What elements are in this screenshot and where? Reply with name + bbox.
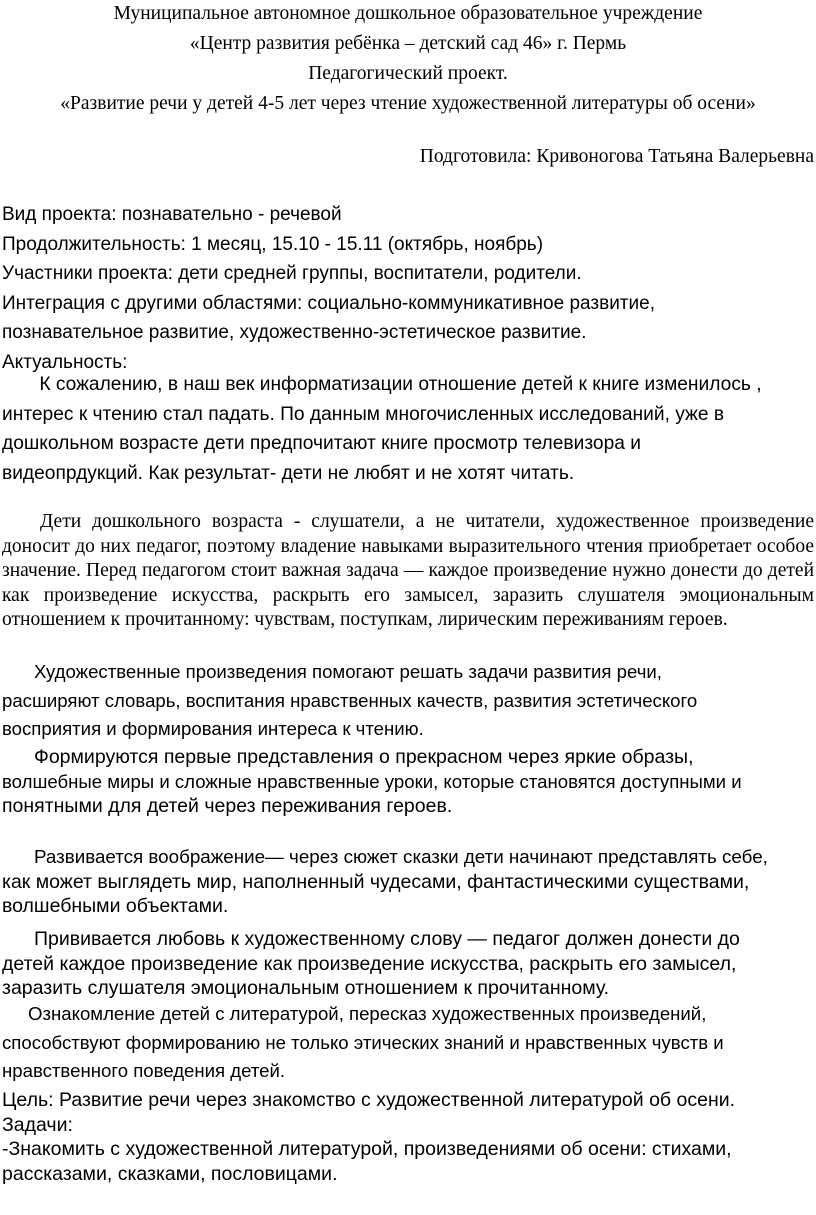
relevance-label: Актуальность: xyxy=(2,351,128,373)
ideas-line1: Формируются первые представления о прекрасном через яркие образы, xyxy=(34,746,694,768)
project-integration-line1: Интеграция с другими областями: социально-коммуникативное развитие, xyxy=(2,292,655,314)
ideas-line2: волшебные миры и сложные нравственные уроки, которые становятся доступными и xyxy=(2,770,742,792)
kindergarten-name: «Центр развития ребёнка – детский сад 46» г. Пермь xyxy=(189,33,627,54)
love-paragraph xyxy=(2,927,814,1001)
project-type: Вид проекта: познавательно - речевой xyxy=(2,204,342,225)
relevance-line4: видеопрдукций. Как результат- дети не любят и не хотят читать. xyxy=(2,462,575,484)
document-type: Педагогический проект. xyxy=(308,63,508,84)
relevance-line3: дошкольном возрасте дети предпочитают книге просмотр телевизора и xyxy=(2,433,641,454)
acquaint-line3: нравственного поведения детей. xyxy=(2,1060,286,1081)
project-info xyxy=(2,200,814,377)
author-line: Подготовила: Кривоногова Татьяна Валерьевна xyxy=(419,146,814,167)
ideas-paragraph xyxy=(2,745,814,819)
love-line2: детей каждое произведение как произведение искусства, раскрыть его замысел, xyxy=(2,952,737,975)
project-integration-line2: познавательное развитие, художественно-эстетическое развитие. xyxy=(2,322,587,343)
task1-line2: рассказами, сказками, пословицами. xyxy=(2,1162,338,1185)
works-line3: восприятия и формирования интереса к чтению. xyxy=(2,718,424,739)
project-title: «Развитие речи у детей 4-5 лет через чтение художественной литературы об осени» xyxy=(60,93,756,114)
ideas-line3: понятными для детей через переживания героев. xyxy=(2,795,453,817)
works-paragraph xyxy=(2,658,814,744)
project-duration: Продолжительность: 1 месяц, 15.10 - 15.11 (октябрь, ноябрь) xyxy=(2,233,544,255)
imagination-line1: Развивается воображение— через сюжет сказки дети начинают представлять себе, xyxy=(34,846,768,867)
imagination-paragraph xyxy=(2,845,814,919)
acquaint-line2: способствуют формированию не только этических знаний и нравственных чувств и xyxy=(2,1031,724,1053)
listeners-paragraph: Дети дошкольного возраста - слушатели, а не читатели, художественное произведение доносит до них педагог, поэтому владение навыками выразительного чтения приобретает особое значение. Перед педагогом стоит важная задача — каждое произведение нужно донести до детей как произведение искусства, раскрыть его замысел, заразить слушателя эмоциональным отношением к прочитанному: чувствам, поступкам, лирическим переживаниям героев. xyxy=(2,511,814,630)
relevance-line2: интерес к чтению стал падать. По данным многочисленных исследований, уже в xyxy=(2,403,725,425)
task1-line1: -Знакомить с художественной литературой, произведениями об осени: стихами, xyxy=(2,1138,732,1160)
love-line1: Прививается любовь к художественному слову — педагог должен донести до xyxy=(34,928,740,950)
acquaint-paragraph xyxy=(2,1000,814,1086)
works-line1: Художественные произведения помогают решать задачи развития речи, xyxy=(34,661,662,682)
relevance-line1: К сожалению, в наш век информатизации отношение детей к книге изменилось , xyxy=(2,374,762,395)
acquaint-line1: Ознакомление детей с литературой, пересказ художественных произведений, xyxy=(28,1003,707,1024)
institution-name: Муниципальное автономное дошкольное образовательное учреждение xyxy=(113,3,703,24)
imagination-line3: волшебными объектами. xyxy=(2,895,229,917)
project-participants: Участники проекта: дети средней группы, воспитатели, родители. xyxy=(2,263,582,284)
tasks-label: Задачи: xyxy=(2,1113,73,1136)
goal-line: Цель: Развитие речи через знакомство с художественной литературой об осени. xyxy=(2,1089,736,1111)
relevance-text xyxy=(2,370,814,488)
imagination-line2: как может выглядеть мир, наполненный чудесами, фантастическими существами, xyxy=(2,870,750,893)
works-line2: расширяют словарь, воспитания нравственных качеств, развития эстетического xyxy=(2,689,698,711)
goal-and-tasks xyxy=(2,1088,814,1186)
love-line3: заразить слушателя эмоциональным отношением к прочитанному. xyxy=(2,977,610,999)
